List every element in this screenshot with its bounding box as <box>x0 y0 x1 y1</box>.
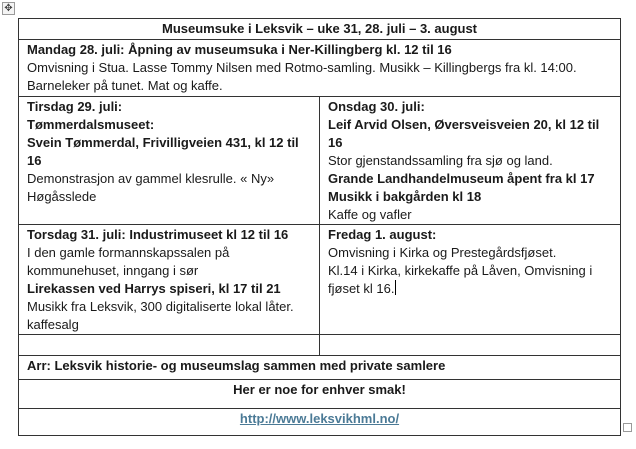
tirsdag-heading: Tirsdag 29. juli: <box>27 99 123 114</box>
cell-torsdag[interactable] <box>19 225 320 335</box>
tirsdag-text <box>27 170 311 206</box>
torsdag-text: I den gamle formannskapssalen på kommunehuset, inngang i sør <box>27 245 230 278</box>
fredag-text2-content: Kl.14 i Kirka, kirkekaffe på Låven, Omvisning i fjøset kl 16. <box>328 263 593 296</box>
cell-empty-left[interactable] <box>19 335 320 356</box>
page-title: Museumsuke i Leksvik – uke 31, 28. juli – 3. august <box>19 19 621 40</box>
cell-mandag[interactable] <box>19 40 621 97</box>
cell-fredag[interactable] <box>320 225 621 335</box>
cell-empty-right[interactable] <box>320 335 621 356</box>
url-cell <box>19 409 621 436</box>
onsdag-kaffe: Kaffe og vafler <box>328 207 412 222</box>
fredag-heading: Fredag 1. august: <box>328 227 437 242</box>
mandag-heading: Mandag 28. juli: Åpning av museumsuka i Ner-Killingberg kl. 12 til 16 <box>27 42 452 57</box>
cell-tirsdag[interactable] <box>19 97 320 225</box>
program-table <box>18 18 621 436</box>
tirsdag-host: Svein Tømmerdal, Frivilligveien 431, kl 12 til 16 <box>27 135 299 168</box>
tirsdag-place: Tømmerdalsmuseet: <box>27 117 155 132</box>
mandag-text: Omvisning i Stua. Lasse Tommy Nilsen med Rotmo-samling. Musikk – Killingbergs fra kl. 14:00. Barneleker på tunet. Mat og kaffe. <box>27 60 577 93</box>
onsdag-host: Leif Arvid Olsen, Øversveisveien 20, kl 12 til 16 <box>328 117 600 150</box>
organizer-line: Arr: Leksvik historie- og museumslag sammen med private samlere <box>19 356 621 380</box>
table-resize-handle-icon[interactable] <box>623 423 632 432</box>
onsdag-heading: Onsdag 30. juli: <box>328 99 425 114</box>
cell-onsdag[interactable] <box>320 97 621 225</box>
tirsdag-text-a: Demonstrasjon av gammel klesrulle. <box>27 171 237 186</box>
onsdag-music: Musikk i bakgården kl 18 <box>328 189 482 204</box>
tirsdag-text-b: « Ny» Høgåsslede <box>27 171 275 204</box>
onsdag-grande: Grande Landhandelmuseum åpent fra kl 17 <box>328 171 595 186</box>
onsdag-text: Stor gjenstandssamling fra sjø og land. <box>328 153 553 168</box>
fredag-text2 <box>328 262 612 298</box>
slogan: Her er noe for enhver smak! <box>19 380 621 409</box>
torsdag-music: Musikk fra Leksvik, 300 digitaliserte lokal låter. kaffesalg <box>27 299 294 332</box>
website-link[interactable]: http://www.leksvikhml.no/ <box>239 411 400 426</box>
torsdag-heading: Torsdag 31. juli: Industrimuseet kl 12 til 16 <box>27 227 289 242</box>
fredag-text1: Omvisning i Kirka og Prestegårdsfjøset. <box>328 245 557 260</box>
table-move-handle-icon[interactable]: ✥ <box>2 2 15 15</box>
torsdag-lire: Lirekassen ved Harrys spiseri, kl 17 til 21 <box>27 281 281 296</box>
text-cursor <box>395 280 396 295</box>
